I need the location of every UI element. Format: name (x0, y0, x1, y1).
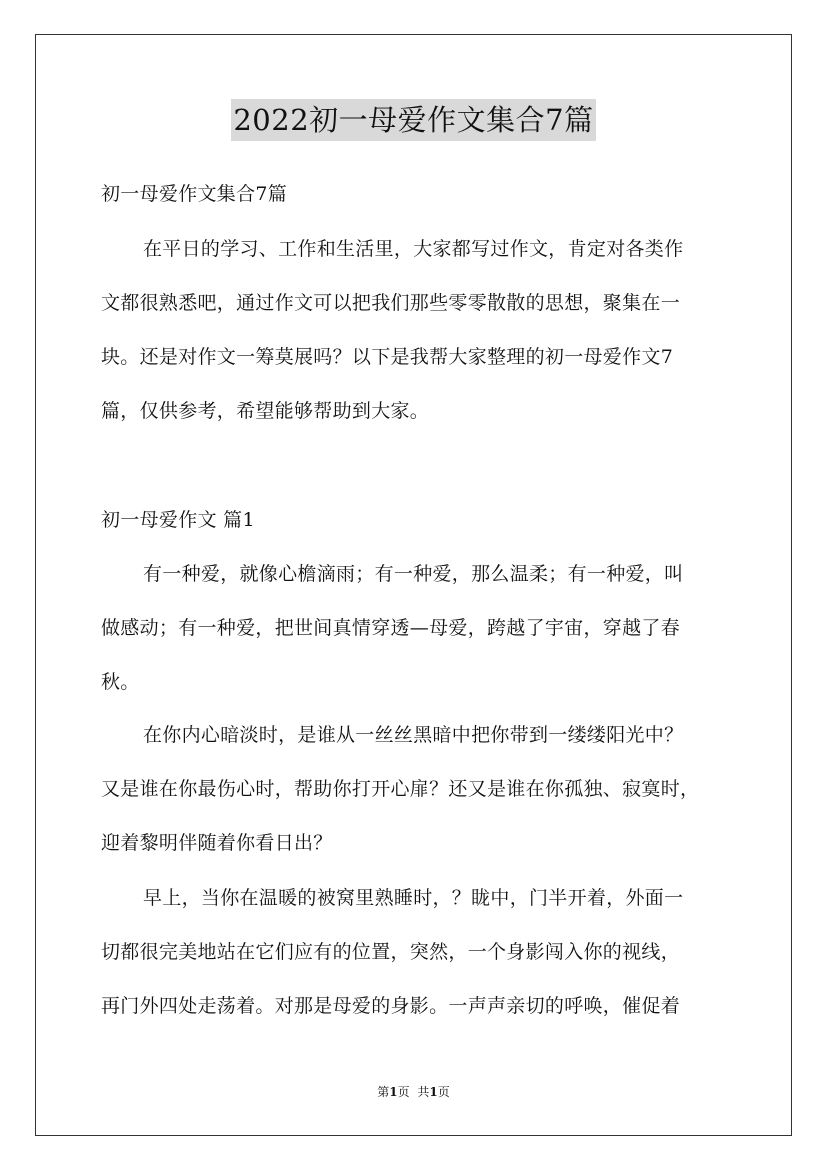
para3-line-3: 再门外四处走荡着。对那是母爱的身影。一声声亲切的呼唤，催促着 (101, 995, 681, 1017)
document-title: 2022初一母爱作文集合7篇 (231, 99, 595, 141)
footer-page-number: 1 (389, 1085, 398, 1099)
para1-line-1: 有一种爱，就像心檐滴雨；有一种爱，那么温柔；有一种爱，叫 (143, 563, 684, 585)
title-container (0, 99, 827, 141)
para1-line-2: 做感动；有一种爱，把世间真情穿透—母爱，跨越了宇宙，穿越了春 (101, 617, 681, 639)
intro-line-3: 块。还是对作文一筹莫展吗？以下是我帮大家整理的初一母爱作文7 (101, 346, 674, 368)
para2-line-3: 迎着黎明伴随着你看日出？ (101, 832, 333, 854)
intro-line-1: 在平日的学习、工作和生活里，大家都写过作文，肯定对各类作 (143, 238, 684, 260)
intro-line-4: 篇，仅供参考，希望能够帮助到大家。 (101, 400, 430, 422)
para3-line-2: 切都很完美地站在它们应有的位置，突然，一个身影闯入你的视线， (101, 941, 681, 963)
document-subtitle: 初一母爱作文集合7篇 (101, 183, 288, 205)
footer-total-prefix: 共 (417, 1085, 430, 1099)
section-heading: 初一母爱作文 篇1 (101, 509, 255, 531)
footer-page-prefix: 第 (377, 1085, 390, 1099)
para3-line-1: 早上，当你在温暖的被窝里熟睡时，？眬中，门半开着，外面一 (143, 887, 684, 909)
para2-line-2: 又是谁在你最伤心时，帮助你打开心扉？还又是谁在你孤独、寂寞时， (101, 778, 700, 800)
intro-line-2: 文都很熟悉吧，通过作文可以把我们那些零零散散的思想，聚集在一 (101, 292, 681, 314)
footer-page-suffix: 页 (397, 1085, 410, 1099)
footer-total-number: 1 (429, 1085, 438, 1099)
page-footer (0, 1084, 827, 1100)
para1-line-3: 秋。 (101, 671, 140, 693)
para2-line-1: 在你内心暗淡时，是谁从一丝丝黑暗中把你带到一缕缕阳光中？ (143, 724, 684, 746)
footer-total-suffix: 页 (437, 1085, 450, 1099)
